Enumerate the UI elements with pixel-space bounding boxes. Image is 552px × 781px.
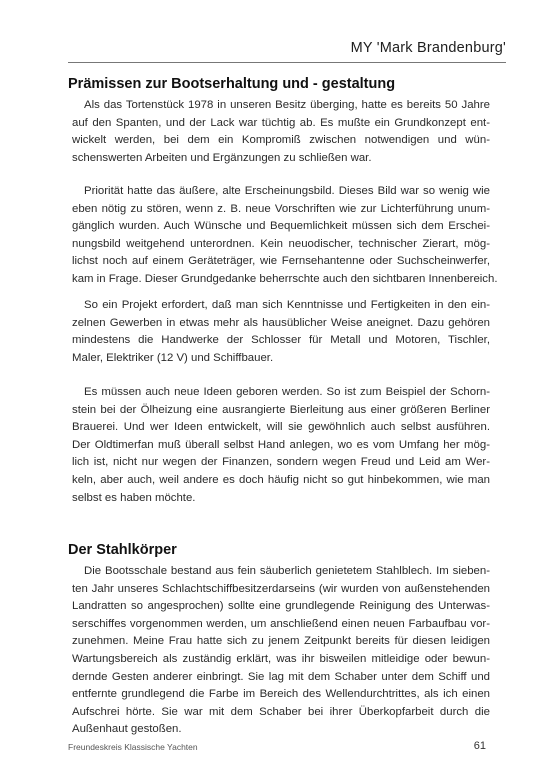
text-line: Wartungsbereich als zuständig erklärt, was ihr bisweilen mitleidige oder bewun-	[72, 652, 490, 665]
footer-publisher: Freundeskreis Klassische Yachten	[68, 742, 198, 752]
text-line: Die Bootsschale bestand aus fein säuberlich genietetem Stahlblech. Im sieben-	[84, 565, 490, 577]
text-line: Maler, Elektriker (12 V) und Schiffbauer.	[72, 351, 274, 364]
text-line: zunehmen. Meine Frau hatte sich zu jenem Zeitpunkt bereits für diesen leidigen	[72, 635, 490, 648]
paragraph	[72, 97, 490, 167]
section-heading-stahlkoerper: Der Stahlkörper	[68, 542, 177, 558]
paragraph	[72, 183, 498, 289]
running-header: MY 'Mark Brandenburg'	[350, 40, 506, 56]
text-line: Als das Tortenstück 1978 in unseren Besitz überging, hatte es bereits 50 Jahre	[84, 99, 490, 111]
text-line: eben nötig zu stören, wenn z. B. neue Vorschriften wie zur Lichterführung unum-	[72, 202, 490, 215]
text-line: auf den Spanten, und der Lack war tüchtig ab. Es mußte ein Grundkonzept ent-	[72, 116, 490, 129]
text-line: Brauerei. Und wer Ideen entwickelt, will sie gewöhnlich auch selbst ausführen.	[72, 421, 490, 434]
text-line: keln, aber auch, weil andere es doch häufig nicht so gut hinbekommen, wie man	[72, 473, 490, 486]
header-rule	[68, 62, 506, 63]
text-line: serschiffes vorgenommen werden, um anschließend einen neuen Farbaufbau vor-	[72, 617, 490, 630]
text-line: wickelt werden, bei dem ein Kompromiß zwischen notwendigen und wün-	[72, 134, 490, 147]
text-line: Priorität hatte das äußere, alte Erscheinungsbild. Dieses Bild war so wenig wie	[84, 185, 490, 197]
text-line: dernde Gesten anderer einbringt. Sie lag mit dem Schaber unter dem Schiff und	[72, 670, 490, 683]
text-line: nungsbild weitgehend unterordnen. Kein neuodischer, technischer Zierart, mög-	[72, 237, 490, 250]
page-number: 61	[473, 740, 486, 752]
text-line: ten Jahr unseres Schlachtschiffbesitzerdarseins (wir wurden von außenstehenden	[72, 582, 490, 595]
text-line: Es müssen auch neue Ideen geboren werden. So ist zum Beispiel der Schorn-	[84, 386, 490, 398]
text-line: kam in Frage. Dieser Grundgedanke beherrschte auch den sichtbaren Innenbereich.	[72, 272, 498, 285]
text-line: Landratten so angesprochen) sollte eine grundlegende Reinigung des Unterwas-	[72, 600, 490, 613]
text-line: zelnen Gewerben in etwas mehr als hausüblicher Weise aneignet. Dazu gehören	[72, 316, 490, 329]
paragraph	[72, 384, 490, 507]
text-line: Der Oldtimerfan muß überall selbst Hand anlegen, wo es vom Umfang her mög-	[72, 438, 490, 451]
text-line: gänglich wurden. Auch Wünsche und Bequemlichkeit müssen sich dem Erschei-	[72, 220, 490, 233]
text-line: selbst es haben möchte.	[72, 491, 196, 504]
text-line: lichst noch auf einem Geräteträger, wie Fernsehantenne oder Suchscheinwerfer,	[72, 255, 490, 268]
text-line: mindestens die Handwerke der Schlosser für Metall und Motoren, Tischler,	[72, 334, 490, 347]
text-line: stein bei der Ölheizung eine ausrangierte Bierleitung aus einer größeren Berliner	[72, 403, 490, 416]
section-heading-praemissen: Prämissen zur Bootserhaltung und - gestaltung	[68, 76, 396, 92]
text-line: Außenhaut gestoßen.	[72, 723, 182, 736]
text-line: schenswerten Arbeiten und Ergänzungen zu schließen war.	[72, 151, 372, 164]
text-line: entfernte grundlegend die Farbe im Bereich des Wellendurchtrittes, als ich einen	[72, 688, 490, 701]
text-line: lich ist, nicht nur wegen der Finanzen, sondern wegen Freud und Leid am Wer-	[72, 456, 490, 469]
paragraph	[72, 563, 490, 739]
paragraph	[72, 297, 490, 367]
text-line: So ein Projekt erfordert, daß man sich Kenntnisse und Fertigkeiten in den ein-	[84, 299, 490, 311]
text-line: Aufschrei hörte. Sie war mit dem Schaber bei ihrer Überkopfarbeit durch die	[72, 705, 490, 718]
